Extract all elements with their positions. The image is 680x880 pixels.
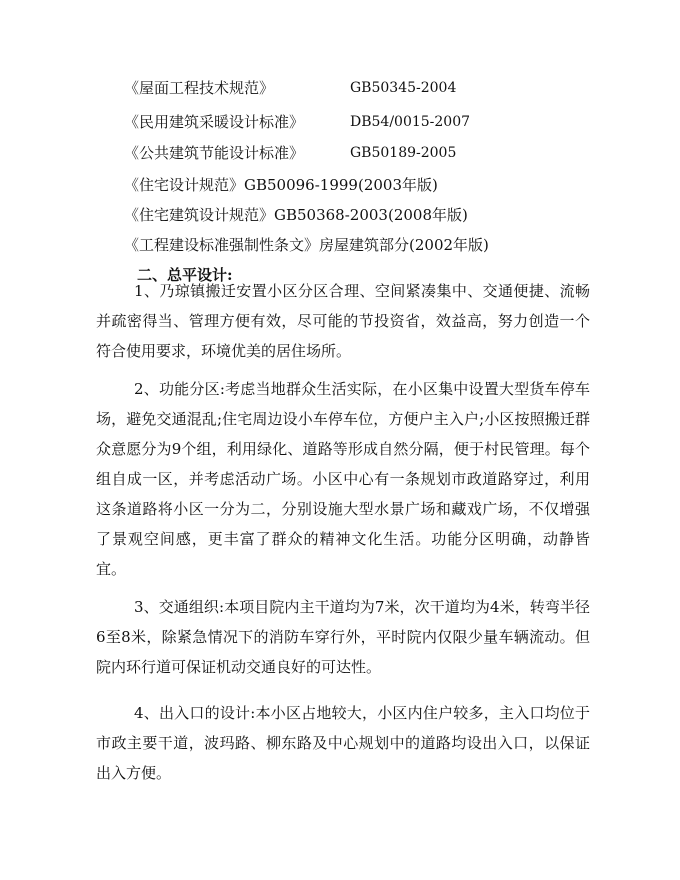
- standard-item: [124, 107, 471, 137]
- standard-text: 《工程建设标准强制性条文》房屋建筑部分(2002年版): [124, 236, 489, 254]
- standard-code: DB54/0015-2007: [350, 114, 471, 130]
- standard-name: 《屋面工程技术规范》: [124, 79, 275, 97]
- paragraph-2: 2、功能分区:考虑当地群众生活实际，在小区集中设置大型货车停车场，避免交通混乱;住宅周边设小车停车位，方便户主入户;小区按照搬迁群众意愿分为9个组，利用绿化、道路等形成自然分隔，便于村民管理。每个组自成一区，并考虑活动广场。小区中心有一条规划市政道路穿过，利用这条道路将小区一分为二，分别设施大型水景广场和藏戏广场，不仅增强了景观空间感，更丰富了群众的精神文化生活。功能分区明确，动静皆宜。: [96, 380, 590, 578]
- standard-code: GB50345-2004: [350, 80, 457, 96]
- standard-item: [124, 170, 438, 200]
- standard-name: 《公共建筑节能设计标准》: [124, 144, 305, 162]
- standard-item: [124, 138, 457, 168]
- paragraph-1: 1、乃琼镇搬迁安置小区分区合理、空间紧凑集中、交通便捷、流畅并疏密得当、管理方便有效，尽可能的节投资省，效益高，努力创造一个符合使用要求，环境优美的居住场所。: [96, 282, 590, 360]
- standard-name: 《民用建筑采暖设计标准》: [124, 113, 305, 131]
- section-heading: 二、总平设计:: [137, 266, 233, 284]
- standard-code: GB50189-2005: [350, 145, 457, 161]
- paragraph-4: 4、出入口的设计:本小区占地较大，小区内住户较多，主入口均位于市政主要干道，波玛路、柳东路及中心规划中的道路均设出入口，以保证出入方便。: [96, 704, 590, 782]
- standard-item: [124, 73, 457, 103]
- paragraph-3: 3、交通组织:本项目院内主干道均为7米，次干道均为4米，转弯半径6至8米，除紧急情况下的消防车穿行外，平时院内仅限少量车辆流动。但院内环行道可保证机动交通良好的可达性。: [96, 598, 590, 676]
- standard-item: [124, 230, 489, 260]
- standard-item: [124, 200, 468, 230]
- standard-text: 《住宅建筑设计规范》GB50368-2003(2008年版): [124, 206, 468, 224]
- standard-text: 《住宅设计规范》GB50096-1999(2003年版): [124, 176, 438, 194]
